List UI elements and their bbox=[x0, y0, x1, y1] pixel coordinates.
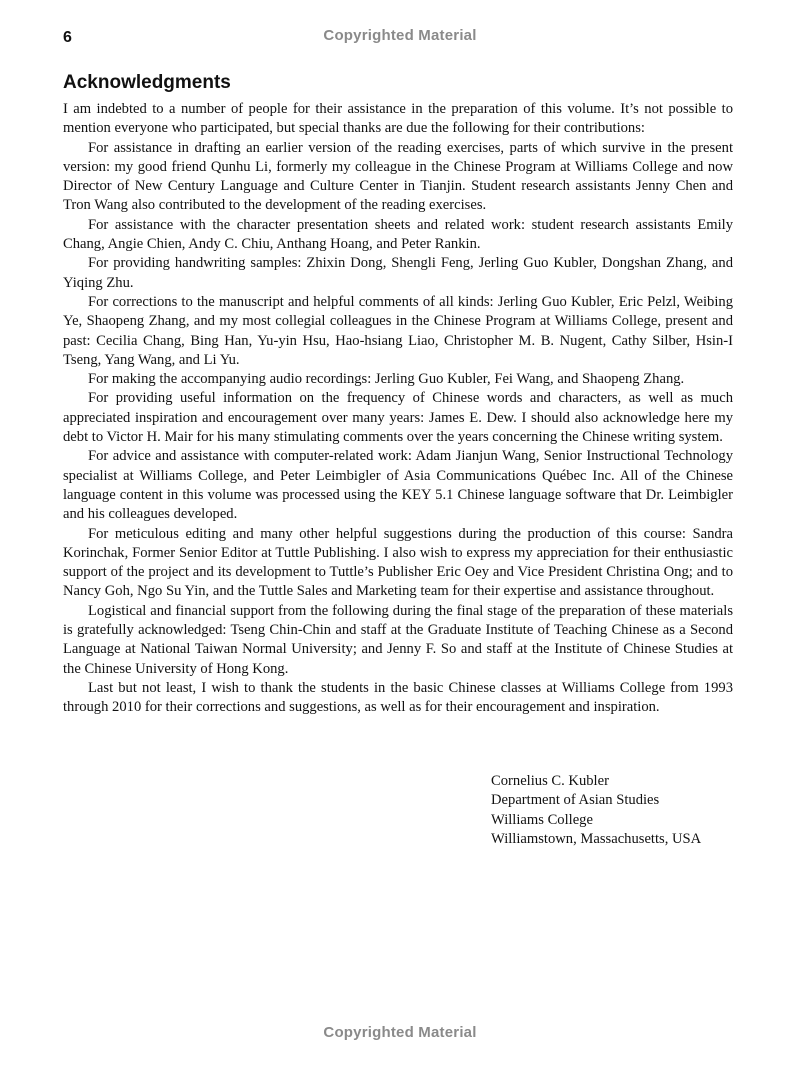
paragraph-students: Last but not least, I wish to thank the students in the basic Chinese classes at Williams College from 1993 through 2010 for their corrections and suggestions, as well as for their encouragement and inspiration. bbox=[63, 679, 733, 716]
page-title: Acknowledgments bbox=[63, 72, 231, 93]
signature-location: Williamstown, Massachusetts, USA bbox=[491, 831, 702, 848]
paragraph-corrections: For corrections to the manuscript and helpful comments of all kinds: Jerling Guo Kubler, Eric Pelzl, Weibing Ye, Shaopeng Zhang, and my most collegial colleagues in the Chinese Program at Williams College, present and past: Cecilia Chang, Bing Han, Yu-yin Hsu, Hao-hsiang Liao, Christopher M. B. Nugent, Cathy Silber, Hsin-I Tseng, Yang Wang, and Li Yu. bbox=[63, 293, 733, 368]
paragraph-reading-exercises: For assistance in drafting an earlier version of the reading exercises, parts of which survive in the present version: my good friend Qunhu Li, formerly my colleague in the Chinese Program at Williams College and now Director of New Century Language and Culture Center in Tianjin. Student research assistants Jenny Chen and Tron Wang also contributed to the development of the reading exercises. bbox=[63, 139, 733, 214]
paragraph-logistical: Logistical and financial support from the following during the final stage of the preparation of these materials is gratefully acknowledged: Tseng Chin-Chin and staff at the Graduate Institute of Teaching Chinese as a Second Language at National Taiwan Normal University; and Jenny F. So and staff at the Institute of Chinese Studies at the Chinese University of Hong Kong. bbox=[63, 602, 733, 677]
acknowledgments-section bbox=[63, 72, 733, 718]
signature-institution: Williams College bbox=[491, 811, 593, 828]
paragraph-audio: For making the accompanying audio recordings: Jerling Guo Kubler, Fei Wang, and Shaopeng Zhang. bbox=[88, 371, 685, 388]
signature-name: Cornelius C. Kubler bbox=[491, 773, 609, 789]
paragraph-editing: For meticulous editing and many other helpful suggestions during the production of this course: Sandra Korinchak, Former Senior Editor at Tuttle Publishing. I also wish to express my appreciation for their enthusiastic support of the project and its development to Tuttle’s Publisher Eric Oey and Vice President Christina Ong; and to Nancy Goh, Ngo Su Yin, and the Tuttle Sales and Marketing team for their expertise and assistance throughout. bbox=[63, 525, 733, 600]
paragraph-computer: For advice and assistance with computer-related work: Adam Jianjun Wang, Senior Instructional Technology specialist at Williams College, and Peter Leimbigler of Asia Communications Québec Inc. All of the Chinese language content in this volume was processed using the KEY 5.1 Chinese language software that Dr. Leimbigler and his colleagues developed. bbox=[63, 448, 733, 523]
paragraph-handwriting: For providing handwriting samples: Zhixin Dong, Shengli Feng, Jerling Guo Kubler, Dongshan Zhang, and Yiqing Zhu. bbox=[63, 255, 733, 291]
paragraph-intro: I am indebted to a number of people for their assistance in the preparation of this volume. It’s not possible to mention everyone who participated, but special thanks are due the following for their contributions: bbox=[63, 101, 733, 137]
watermark-top: Copyrighted Material bbox=[323, 27, 477, 44]
signature-department: Department of Asian Studies bbox=[491, 792, 660, 809]
page-number: 6 bbox=[63, 29, 72, 46]
signature-block bbox=[491, 772, 701, 850]
paragraph-character-sheets: For assistance with the character presentation sheets and related work: student research assistants Emily Chang, Angie Chien, Andy C. Chiu, Anthang Hoang, and Peter Rankin. bbox=[63, 216, 733, 253]
watermark-bottom: Copyrighted Material bbox=[323, 1024, 477, 1041]
paragraph-frequency: For providing useful information on the frequency of Chinese words and characters, as well as much appreciated inspiration and encouragement over many years: James E. Dew. I should also acknowledge here my debt to Victor H. Mair for his many stimulating comments over the years concerning the Chinese writing system. bbox=[63, 390, 733, 446]
